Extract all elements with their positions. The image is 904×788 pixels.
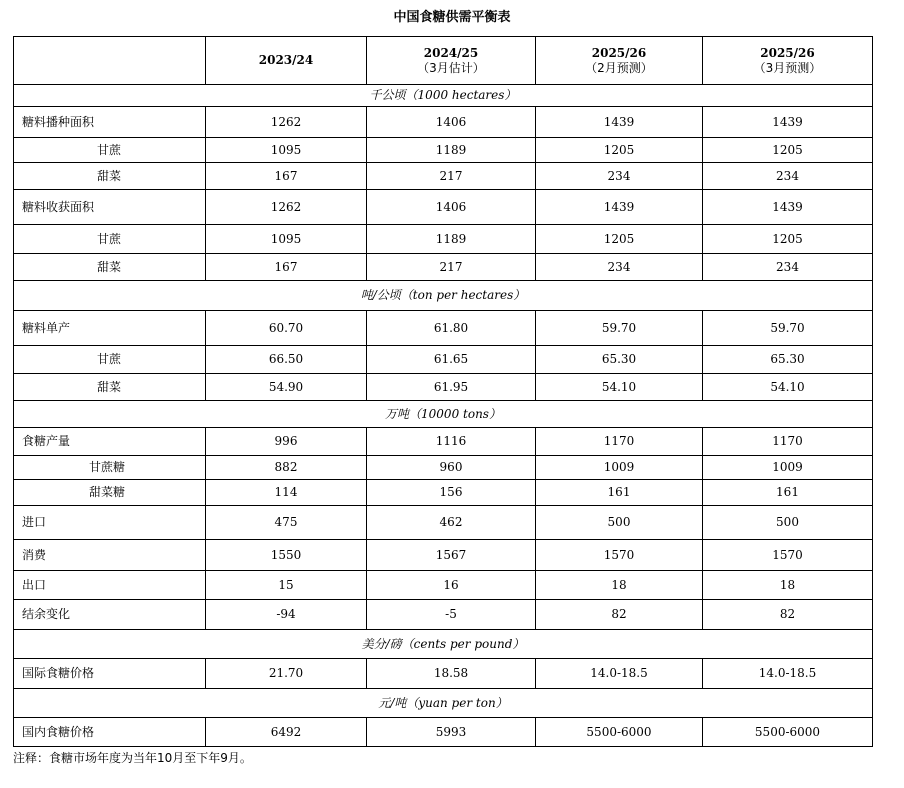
cell-value: 6492	[206, 718, 367, 747]
cell-value: 65.30	[703, 346, 873, 374]
column-note: （2月预测）	[585, 60, 653, 75]
cell-value: 161	[536, 480, 703, 506]
column-header-2024-25	[367, 37, 536, 85]
row-label: 糖料收获面积	[14, 190, 206, 225]
unit-label: 千公顷（1000 hectares）	[14, 85, 873, 107]
table-row	[14, 456, 873, 480]
header-row	[14, 37, 873, 85]
table-row	[14, 506, 873, 540]
cell-value: 114	[206, 480, 367, 506]
table-row	[14, 480, 873, 506]
cell-value: 475	[206, 506, 367, 540]
cell-value: 54.10	[536, 374, 703, 401]
row-label: 甘蔗	[14, 138, 206, 163]
unit-row	[14, 281, 873, 311]
cell-value: 18	[703, 571, 873, 600]
cell-value: 60.70	[206, 311, 367, 346]
row-label: 国际食糖价格	[14, 659, 206, 689]
row-label: 甜菜	[14, 163, 206, 190]
cell-value: 1570	[703, 540, 873, 571]
cell-value: 66.50	[206, 346, 367, 374]
unit-row	[14, 85, 873, 107]
table-row	[14, 311, 873, 346]
cell-value: 217	[367, 254, 536, 281]
footnote: 注释：食糖市场年度为当年10月至下年9月。	[13, 751, 252, 765]
cell-value: 1205	[703, 225, 873, 254]
cell-value: 462	[367, 506, 536, 540]
column-note: （3月估计）	[417, 60, 485, 75]
unit-row	[14, 630, 873, 659]
cell-value: 500	[703, 506, 873, 540]
column-header-2025-26-feb	[536, 37, 703, 85]
row-label: 出口	[14, 571, 206, 600]
cell-value: 234	[536, 254, 703, 281]
table-row	[14, 571, 873, 600]
column-year: 2024/25	[423, 45, 479, 60]
unit-label: 吨/公顷（ton per hectares）	[14, 281, 873, 311]
table-row	[14, 107, 873, 138]
row-label: 结余变化	[14, 600, 206, 630]
cell-value: 21.70	[206, 659, 367, 689]
supply-demand-table	[13, 36, 873, 747]
table-row	[14, 540, 873, 571]
cell-value: 1550	[206, 540, 367, 571]
cell-value: 1439	[703, 107, 873, 138]
cell-value: 14.0-18.5	[703, 659, 873, 689]
cell-value: 1262	[206, 190, 367, 225]
row-label: 进口	[14, 506, 206, 540]
cell-value: 14.0-18.5	[536, 659, 703, 689]
cell-value: 54.90	[206, 374, 367, 401]
cell-value: 996	[206, 428, 367, 456]
cell-value: 234	[536, 163, 703, 190]
table-row	[14, 254, 873, 281]
unit-label: 元/吨（yuan per ton）	[14, 689, 873, 718]
row-label: 甜菜	[14, 254, 206, 281]
row-label: 糖料播种面积	[14, 107, 206, 138]
column-note: （3月预测）	[753, 60, 822, 75]
cell-value: 1439	[536, 190, 703, 225]
row-label: 甜菜	[14, 374, 206, 401]
cell-value: 234	[703, 163, 873, 190]
unit-label: 万吨（10000 tons）	[14, 401, 873, 428]
cell-value: 5993	[367, 718, 536, 747]
table-row	[14, 225, 873, 254]
cell-value: 1009	[703, 456, 873, 480]
cell-value: -5	[367, 600, 536, 630]
cell-value: 1189	[367, 225, 536, 254]
header-corner-cell	[14, 37, 206, 85]
column-year: 2025/26	[591, 45, 647, 60]
page-title: 中国食糖供需平衡表	[393, 10, 511, 25]
cell-value: 65.30	[536, 346, 703, 374]
cell-value: 1205	[536, 138, 703, 163]
cell-value: 217	[367, 163, 536, 190]
unit-row	[14, 401, 873, 428]
table-row	[14, 374, 873, 401]
row-label: 甜菜糖	[14, 480, 206, 506]
cell-value: 82	[536, 600, 703, 630]
cell-value: 1095	[206, 225, 367, 254]
table-row	[14, 163, 873, 190]
cell-value: 59.70	[703, 311, 873, 346]
cell-value: 18.58	[367, 659, 536, 689]
cell-value: 1406	[367, 107, 536, 138]
cell-value: 1406	[367, 190, 536, 225]
row-label: 甘蔗糖	[14, 456, 206, 480]
cell-value: 1439	[536, 107, 703, 138]
cell-value: 1116	[367, 428, 536, 456]
cell-value: 234	[703, 254, 873, 281]
cell-value: 960	[367, 456, 536, 480]
cell-value: 5500-6000	[536, 718, 703, 747]
cell-value: 5500-6000	[703, 718, 873, 747]
cell-value: 156	[367, 480, 536, 506]
cell-value: 161	[703, 480, 873, 506]
cell-value: 167	[206, 163, 367, 190]
row-label: 食糖产量	[14, 428, 206, 456]
cell-value: 16	[367, 571, 536, 600]
cell-value: 1567	[367, 540, 536, 571]
cell-value: 1439	[703, 190, 873, 225]
unit-row	[14, 689, 873, 718]
unit-label: 美分/磅（cents per pound）	[14, 630, 873, 659]
cell-value: 1262	[206, 107, 367, 138]
table-row	[14, 600, 873, 630]
cell-value: 1205	[703, 138, 873, 163]
cell-value: 1570	[536, 540, 703, 571]
row-label: 国内食糖价格	[14, 718, 206, 747]
row-label: 糖料单产	[14, 311, 206, 346]
cell-value: 82	[703, 600, 873, 630]
cell-value: 18	[536, 571, 703, 600]
column-header-2023-24	[206, 37, 367, 85]
cell-value: 61.65	[367, 346, 536, 374]
cell-value: 882	[206, 456, 367, 480]
column-header-2025-26-mar	[703, 37, 873, 85]
row-label: 消费	[14, 540, 206, 571]
cell-value: 1189	[367, 138, 536, 163]
cell-value: 54.10	[703, 374, 873, 401]
table-row	[14, 718, 873, 747]
table-row	[14, 428, 873, 456]
table-row	[14, 346, 873, 374]
cell-value: 15	[206, 571, 367, 600]
cell-value: 167	[206, 254, 367, 281]
cell-value: 500	[536, 506, 703, 540]
cell-value: -94	[206, 600, 367, 630]
row-label: 甘蔗	[14, 346, 206, 374]
cell-value: 1205	[536, 225, 703, 254]
cell-value: 1170	[703, 428, 873, 456]
cell-value: 61.95	[367, 374, 536, 401]
cell-value: 59.70	[536, 311, 703, 346]
cell-value: 1170	[536, 428, 703, 456]
cell-value: 1095	[206, 138, 367, 163]
column-year: 2025/26	[760, 45, 815, 60]
row-label: 甘蔗	[14, 225, 206, 254]
cell-value: 1009	[536, 456, 703, 480]
table-row	[14, 190, 873, 225]
table-row	[14, 659, 873, 689]
cell-value: 61.80	[367, 311, 536, 346]
column-year: 2023/24	[258, 53, 314, 67]
table-row	[14, 138, 873, 163]
